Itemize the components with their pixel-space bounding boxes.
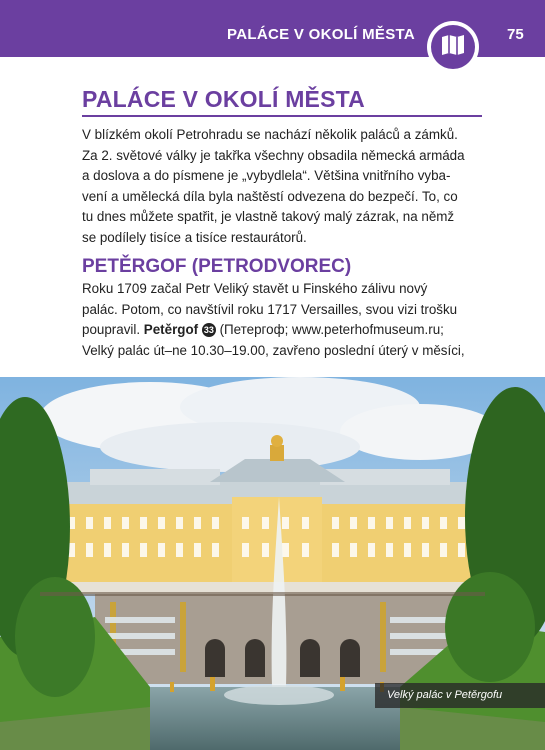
page-number: 75 [507, 26, 524, 43]
section-title: PALÁCE V OKOLÍ MĚSTA [82, 86, 365, 112]
title-underline [82, 115, 482, 117]
body-line [82, 320, 482, 341]
chapter-badge [427, 21, 479, 73]
intro-line: tu dnes můžete spatřit, je vlastně takový malý zázrak, na němž [82, 209, 455, 225]
running-header [0, 0, 545, 57]
intro-line: a doslova a do písmene je „vybydlela“. Většina vnitřního vyba- [82, 168, 451, 184]
palace-photo [0, 377, 545, 750]
subsection-title: PETĚRGOF (PETRODVOREC) [82, 256, 352, 277]
photo-caption: Velký palác v Petěrgofu [375, 683, 545, 708]
map-reference-number: 33 [203, 325, 214, 336]
intro-line: V blízkém okolí Petrohradu se nachází několik paláců a zámků. [82, 127, 458, 142]
body-text: (Петергоф; www.peterhofmuseum.ru; [219, 322, 444, 338]
intro-line: se podílely tisíce a tisíce restaurátorů. [82, 229, 307, 245]
running-title: PALÁCE V OKOLÍ MĚSTA [227, 26, 415, 43]
map-icon [440, 34, 466, 61]
body-line: Roku 1709 začal Petr Veliký stavět u Finského zálivu nový [82, 281, 428, 296]
body-text: poupravil. [82, 322, 141, 338]
body-line: Velký palác út–ne 10.30–19.00, zavřeno poslední úterý v měsíci, [82, 342, 465, 358]
intro-paragraph [82, 125, 482, 249]
intro-line: Za 2. světové války je takřka všechny obsadila německá armáda [82, 147, 465, 163]
intro-line: vení a umělecká díla byla naštěstí odvezena do bezpečí. To, co [82, 188, 458, 204]
subsection-paragraph [82, 279, 482, 361]
body-line: palác. Potom, co navštívil roku 1717 Versailles, svou vizi trošku [82, 301, 458, 317]
place-name: Petěrgof [143, 322, 199, 338]
